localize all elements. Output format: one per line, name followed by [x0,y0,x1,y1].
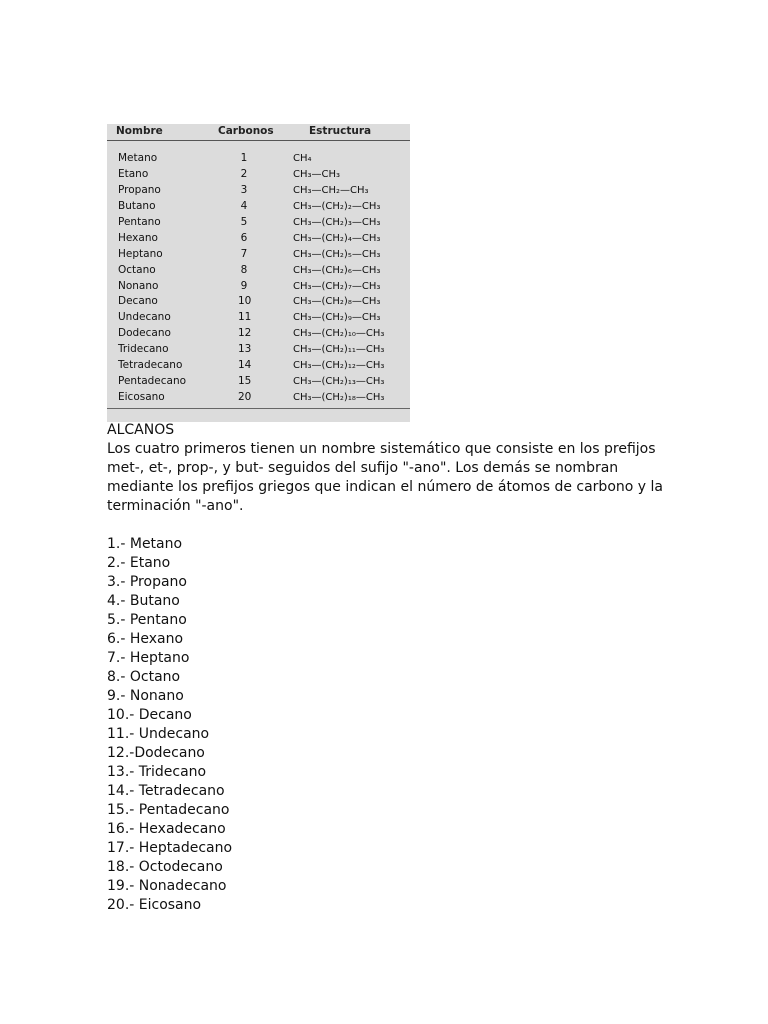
list-item: 4.- Butano [107,593,180,609]
table-row [107,151,410,167]
table-row [107,199,410,215]
list-item: 9.- Nonano [107,688,184,704]
list-item: 2.- Etano [107,555,171,571]
list-item: 8.- Octano [107,669,181,685]
header-carbons: Carbonos [218,125,274,137]
list-item: 5.- Pentano [107,612,187,628]
table-row [107,247,410,263]
structure-formula: CH₃—(CH₂)₆—CH₃ [293,264,381,276]
table-row [107,263,410,279]
table-bottom-divider [107,408,410,409]
alkane-name: Metano [118,152,158,164]
table-row [107,358,410,374]
structure-formula: CH₃—(CH₂)₁₁—CH₃ [293,344,385,356]
list-item: 12.-Dodecano [107,745,205,761]
structure-formula: CH₃—CH₂—CH₃ [293,184,369,196]
carbon-count: 3 [240,183,248,196]
list-item: 18.- Octodecano [107,859,223,875]
alkane-name: Butano [118,199,156,212]
table-row [107,374,410,390]
carbon-count: 9 [240,279,248,292]
carbon-count: 7 [240,247,248,260]
list-item: 19.- Nonadecano [107,878,227,894]
alkane-name: Hexano [118,231,158,244]
list-item: 3.- Propano [107,574,187,590]
carbon-count: 1 [240,152,248,164]
header-name: Nombre [116,125,163,137]
alkane-name: Undecano [118,311,171,324]
document-body [107,421,667,915]
table-row [107,231,410,247]
section-heading: ALCANOS [107,422,175,438]
list-item: 6.- Hexano [107,631,184,647]
table-row [107,326,410,342]
structure-formula: CH₃—(CH₂)₁₃—CH₃ [293,376,385,388]
carbon-count: 20 [238,391,252,404]
alkane-name: Eicosano [118,391,165,404]
structure-formula: CH₃—(CH₂)₁₈—CH₃ [293,392,385,404]
intro-paragraph: Los cuatro primeros tienen un nombre sistemático que consiste en los prefijos met-, et-, prop-, y but- seguidos del sufijo "-ano". Los demás se nombran mediante los prefijos griegos que indican el número de átomos de carbono y la terminación "-ano". [107,441,663,514]
carbon-count: 11 [238,311,252,324]
structure-formula: CH₃—(CH₂)₉—CH₃ [293,312,381,324]
list-item: 10.- Decano [107,707,192,723]
carbon-count: 15 [238,375,252,388]
list-item: 7.- Heptano [107,650,190,666]
carbon-count: 10 [238,295,252,308]
alkane-table-image [107,124,410,422]
carbon-count: 13 [238,343,252,356]
list-item: 20.- Eicosano [107,897,202,913]
table-row [107,390,410,406]
structure-formula: CH₃—(CH₂)₅—CH₃ [293,248,381,260]
list-item: 15.- Pentadecano [107,802,230,818]
carbon-count: 14 [238,359,252,372]
alkane-list [107,535,667,915]
list-item: 17.- Heptadecano [107,840,233,856]
list-item: 16.- Hexadecano [107,821,226,837]
carbon-count: 6 [240,231,248,244]
carbon-count: 12 [238,327,252,340]
structure-formula: CH₃—CH₃ [293,168,341,180]
list-item: 1.- Metano [107,536,183,552]
list-item: 13.- Tridecano [107,764,207,780]
alkane-name: Tetradecano [118,359,183,372]
structure-formula: CH₃—(CH₂)₄—CH₃ [293,232,381,244]
alkane-name: Octano [118,263,156,276]
structure-formula: CH₃—(CH₂)₁₂—CH₃ [293,360,385,372]
alkane-name: Pentano [118,215,161,228]
structure-formula: CH₄ [293,153,312,164]
list-item: 11.- Undecano [107,726,210,742]
carbon-count: 4 [240,199,248,212]
structure-formula: CH₃—(CH₂)₁₀—CH₃ [293,328,385,340]
paragraph-spacer [107,516,667,535]
alkane-name: Dodecano [118,327,171,340]
table-row [107,167,410,183]
alkane-name: Tridecano [118,343,169,356]
alkane-name: Decano [118,295,158,308]
table-row [107,279,410,295]
alkane-name: Nonano [118,279,159,292]
list-item: 14.- Tetradecano [107,783,225,799]
structure-formula: CH₃—(CH₂)₂—CH₃ [293,200,381,212]
structure-formula: CH₃—(CH₂)₈—CH₃ [293,296,381,308]
structure-formula: CH₃—(CH₂)₃—CH₃ [293,216,381,228]
structure-formula: CH₃—(CH₂)₇—CH₃ [293,280,381,292]
table-row [107,294,410,310]
carbon-count: 8 [240,263,248,276]
alkane-name: Heptano [118,247,163,260]
alkane-name: Propano [118,183,161,196]
table-row [107,310,410,326]
table-row [107,342,410,358]
carbon-count: 2 [240,167,248,180]
table-row [107,215,410,231]
alkane-name: Etano [118,167,149,180]
alkane-name: Pentadecano [118,375,187,388]
table-body [107,151,410,406]
carbon-count: 5 [240,215,248,228]
header-structure: Estructura [309,125,372,137]
header-divider [107,140,410,141]
table-row [107,183,410,199]
